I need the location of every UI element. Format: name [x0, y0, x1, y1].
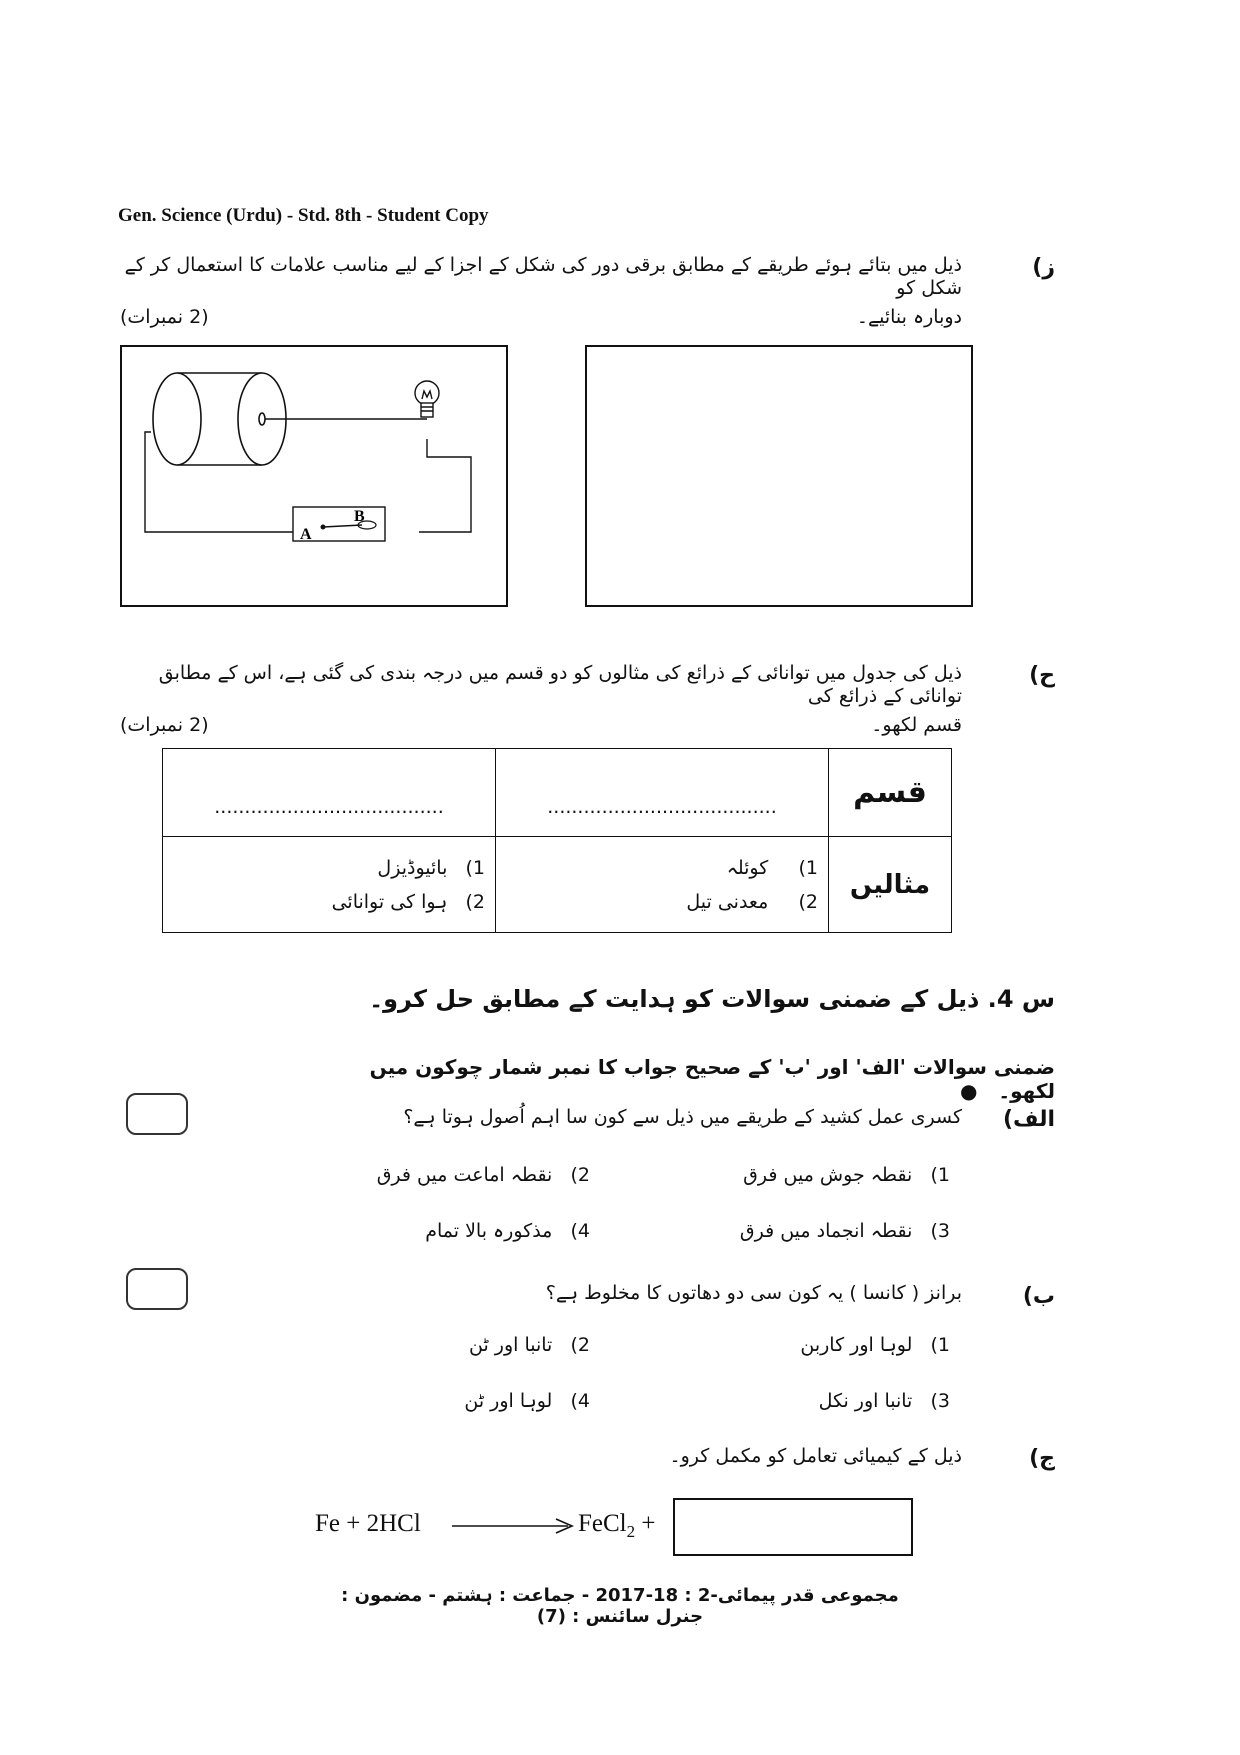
question-4-title: س 4. ذیل کے ضمنی سوالات کو ہدایت کے مطابق حل کرو۔: [369, 985, 1055, 1013]
switch-board: [293, 507, 385, 543]
question-a-label: الف): [1002, 1107, 1055, 1132]
question-4-instruction: [355, 1055, 1055, 1103]
energy-sources-table: [162, 748, 952, 933]
option-b-4[interactable]: 4) لوہا اور ٹن: [464, 1390, 590, 1412]
question-z-marks: (2 نمبرات): [120, 306, 209, 328]
option-a-4[interactable]: 4) مذکورہ بالا تمام: [425, 1220, 590, 1242]
question-z-text-line2: دوبارہ بنائیے۔: [856, 306, 962, 328]
question-z-label: ز): [1032, 255, 1055, 280]
option-b-2[interactable]: 2) تانبا اور ٹن: [469, 1334, 590, 1356]
page-header: Gen. Science (Urdu) - Std. 8th - Student Copy: [118, 205, 489, 226]
bullet-icon: ●: [959, 1079, 978, 1103]
question-h-label: ح): [1029, 663, 1055, 688]
question-h-text-line1: ذیل کی جدول میں توانائی کے ذرائع کی مثالوں کو دو قسم میں درجہ بندی کی گئی ہے، اس کے مطابق توانائی کے ذرائع کی: [158, 662, 962, 707]
question-c-text: ذیل کے کیمیائی تعامل کو مکمل کرو۔: [669, 1445, 962, 1467]
reaction-arrow-icon: [448, 1512, 578, 1538]
circuit-answer-box[interactable]: [585, 345, 973, 607]
question-h-text-line2: قسم لکھو۔: [871, 714, 962, 736]
list-item: 1) بائیوڈیزل: [377, 856, 485, 879]
option-a-3[interactable]: 3) نقطہ انجماد میں فرق: [739, 1220, 950, 1242]
energy-type-blank-1[interactable]: ......................................: [496, 749, 829, 837]
question-h-marks: (2 نمبرات): [120, 714, 209, 736]
equation-reactants: Fe + 2HCl: [315, 1510, 421, 1537]
energy-type-blank-2[interactable]: ......................................: [163, 749, 496, 837]
equation-product: FeCl$_2$ +: [578, 1510, 656, 1541]
switch-label-b: B: [354, 508, 365, 525]
question-b-label: ب): [1022, 1284, 1055, 1309]
instruction-text: ضمنی سوالات 'الف' اور 'ب' کے صحیح جواب کا نمبر شمار چوکون میں لکھو۔: [369, 1055, 1055, 1103]
energy-examples-col2: [163, 837, 496, 933]
circuit-diagram: [122, 347, 506, 605]
table-row-header-examples: مثالیں: [829, 837, 952, 933]
list-item: 2) معدنی تیل: [686, 890, 818, 913]
list-item: 2) ہوا کی توانائی: [331, 890, 485, 913]
question-c-label: ج): [1029, 1446, 1055, 1471]
table-row-header-type: قسم: [829, 749, 952, 837]
question-b-text: برانز ( کانسا ) یہ کون سی دو دھاتوں کا مخلوط ہے؟: [545, 1282, 962, 1304]
switch-label-a: A: [300, 526, 312, 543]
question-z-text-line1: ذیل میں بتائے ہوئے طریقے کے مطابق برقی دور کی شکل کے اجزا کے لیے مناسب علامات کا استعمال کر کے شکل کو: [124, 254, 962, 299]
answer-box-a[interactable]: [126, 1093, 188, 1135]
option-a-2[interactable]: 2) نقطہ اماعت میں فرق: [376, 1164, 590, 1186]
option-b-3[interactable]: 3) تانبا اور نکل: [818, 1390, 950, 1412]
option-a-1[interactable]: 1) نقطہ جوش میں فرق: [743, 1164, 950, 1186]
list-item: 1) کوئلہ: [726, 856, 818, 879]
equation-answer-box[interactable]: [673, 1498, 913, 1556]
bulb-icon: [415, 381, 439, 417]
question-a-text: کسری عمل کشید کے طریقے میں ذیل سے کون سا اہم اُصول ہوتا ہے؟: [403, 1106, 962, 1128]
answer-box-b[interactable]: [126, 1268, 188, 1310]
circuit-diagram-box: [120, 345, 508, 607]
option-b-1[interactable]: 1) لوہا اور کاربن: [800, 1334, 950, 1356]
page-footer: مجموعی قدر پیمائی-2 : 18-2017 - جماعت : ہشتم - مضمون : جنرل سائنس : (7): [341, 1585, 899, 1627]
energy-examples-col1: [496, 837, 829, 933]
